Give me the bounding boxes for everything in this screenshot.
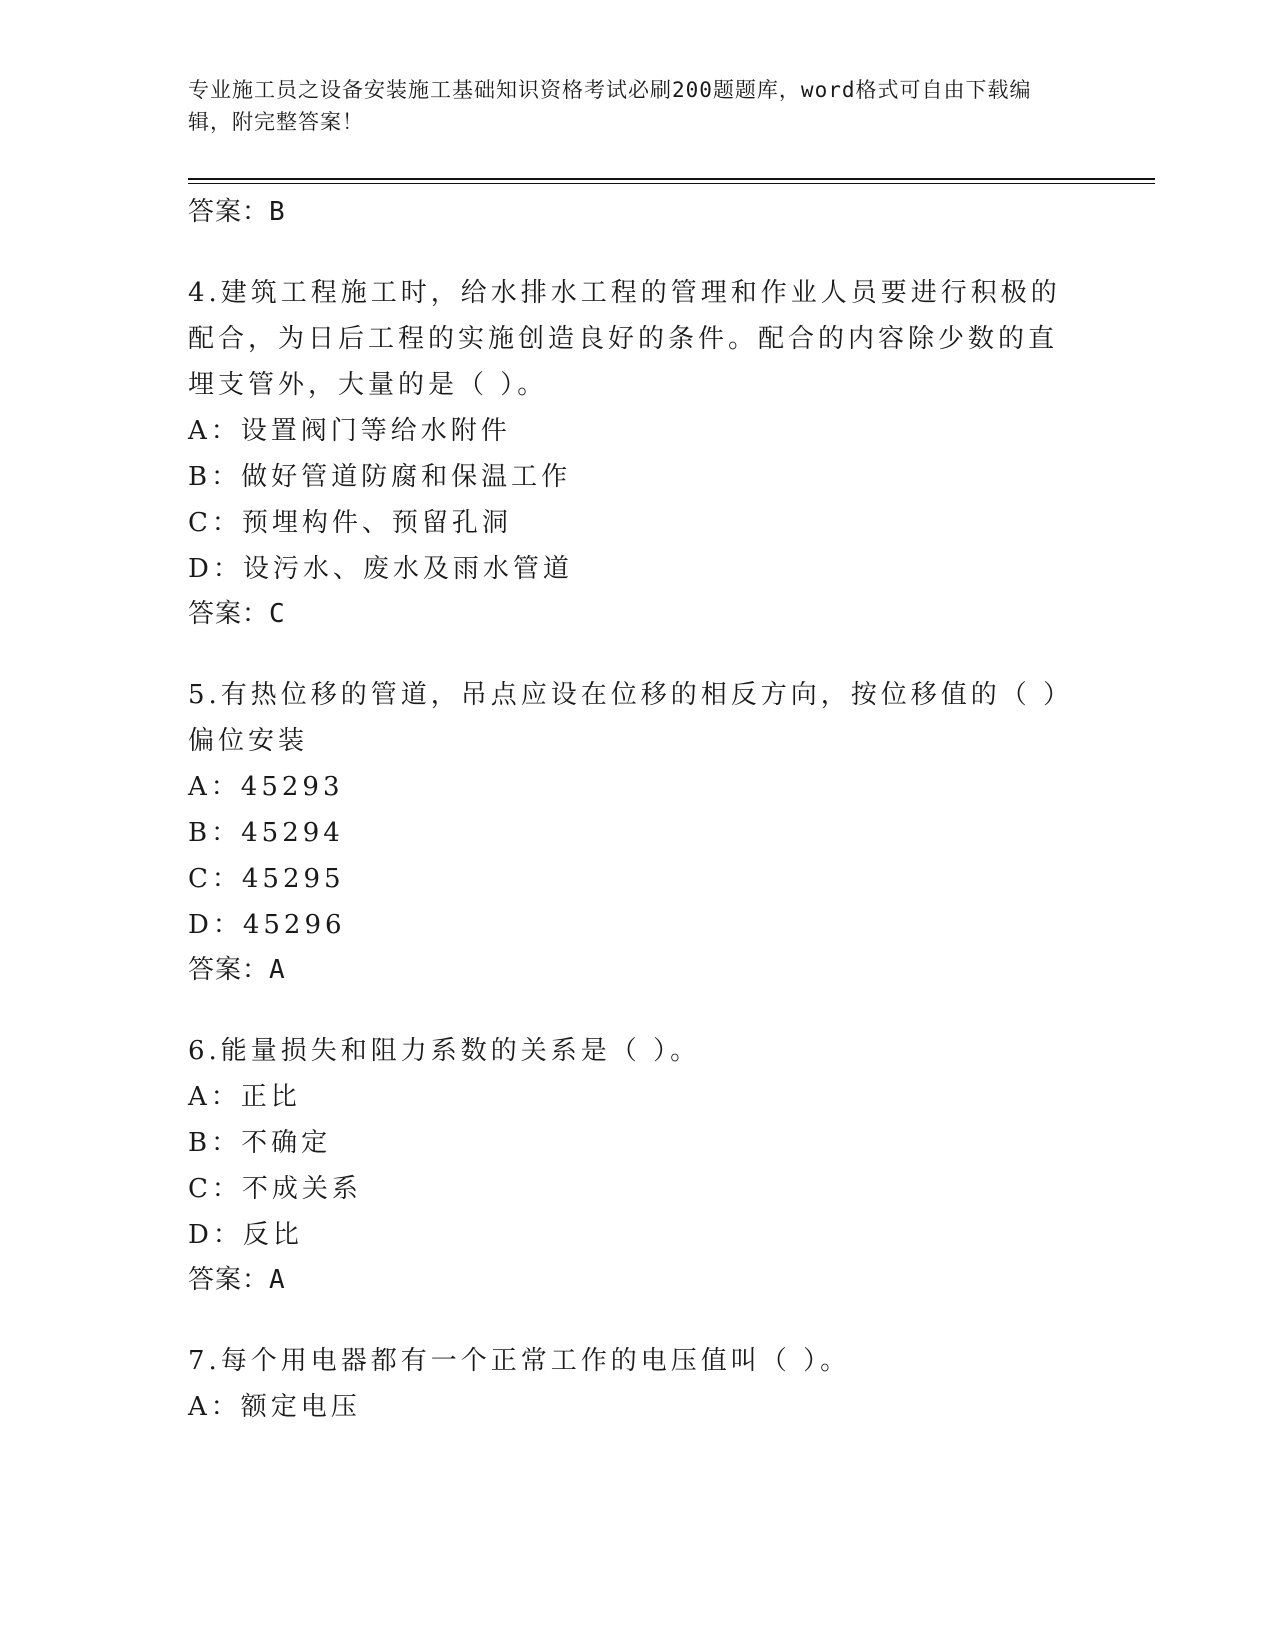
option-b: B：做好管道防腐和保温工作 — [188, 462, 572, 492]
option-c: C：45295 — [188, 864, 345, 894]
question-stem: 5.有热位移的管道，吊点应设在位移的相反方向，按位移值的（ ）偏位安装 — [188, 680, 1061, 756]
option-d: D：设污水、废水及雨水管道 — [188, 554, 573, 584]
option-b: B：不确定 — [188, 1128, 332, 1158]
answer-line: 答案：B — [188, 197, 286, 227]
option-d: D：反比 — [188, 1220, 303, 1250]
document-header: 专业施工员之设备安装施工基础知识资格考试必刷200题题库，word格式可自由下载编辑，附完整答案！ — [188, 78, 1032, 134]
option-a: A：设置阀门等给水附件 — [188, 416, 511, 446]
option-a: A：额定电压 — [188, 1392, 361, 1422]
option-b: B：45294 — [188, 818, 344, 848]
header-divider-thick — [188, 178, 1155, 180]
option-d: D：45296 — [188, 910, 346, 940]
question-stem: 6.能量损失和阻力系数的关系是（ ）。 — [188, 1036, 701, 1066]
question-list — [188, 190, 1088, 1430]
answer-line: 答案：A — [188, 955, 286, 985]
question-stem: 4.建筑工程施工时，给水排水工程的管理和作业人员要进行积极的配合，为日后工程的实施创造良好的条件。配合的内容除少数的直埋支管外，大量的是（ ）。 — [188, 278, 1061, 400]
question-stem: 7.每个用电器都有一个正常工作的电压值叫（ ）。 — [188, 1346, 851, 1376]
option-a: A：正比 — [188, 1082, 301, 1112]
option-c: C：不成关系 — [188, 1174, 362, 1204]
answer-line: 答案：A — [188, 1265, 286, 1295]
header-divider-thin — [188, 183, 1155, 184]
answer-line: 答案：C — [188, 599, 286, 629]
option-a: A：45293 — [188, 772, 344, 802]
option-c: C：预埋构件、预留孔洞 — [188, 508, 512, 538]
